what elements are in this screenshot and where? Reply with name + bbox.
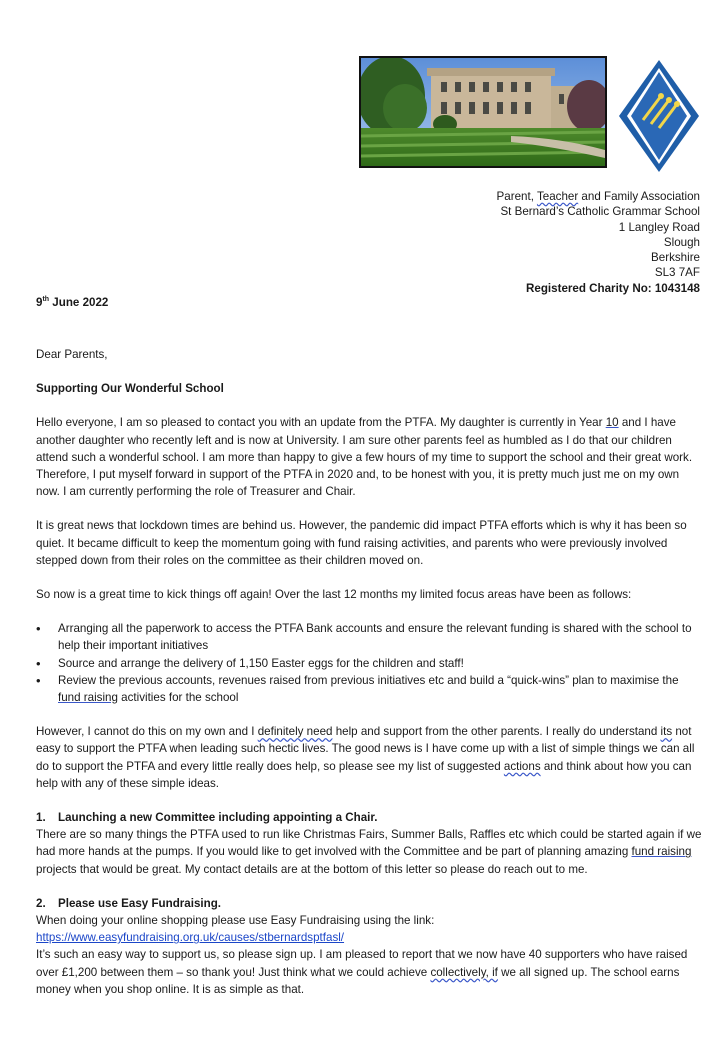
paragraph-help: However, I cannot do this on my own and I definitely need help and support from the other parents. I really do understand its not easy to support the PTFA when leading such hectic lives. The good news is I have come up with a list of simple things we can all do to support the PTFA and every little really does help, so please see my list of suggested actions and think about how you can help with any of these simple ideas.	[36, 725, 695, 790]
salutation: Dear Parents,	[36, 348, 108, 361]
address-line-5: Berkshire	[651, 251, 700, 265]
paragraph-lockdown: It is great news that lockdown times are behind us. However, the pandemic did impact PTFA efforts which is why it has been so quiet. It became difficult to keep the momentum going with fund raising activities, and parents who were previously involved stepped down from their roles on the committee as their children moved on.	[36, 519, 687, 567]
paragraph-intro: Hello everyone, I am so pleased to contact you with an update from the PTFA. My daughter is currently in Year 10 and I have another daughter who recently left and is now at University. I am sure other parents feel as humbled as I do that our children attend such a wonderful school. I am more than happy to give a few hours of my time to support the school and their great work. Therefore, I put myself forward in support of the PTFA in 2020 and, to be honest with you, it is pretty much just me on my own now. I am currently performing the role of Treasurer and Chair.	[36, 416, 693, 499]
list-item: • Review the previous accounts, revenues raised from previous initiatives etc and build a “quick-wins” plan to maximise the fund raising activities for the school	[36, 672, 704, 706]
focus-list	[36, 620, 704, 706]
school-photo	[359, 56, 607, 168]
list-item: • Arranging all the paperwork to access the PTFA Bank accounts and ensure the relevant funding is shared with the school to help their important initiatives	[36, 620, 704, 654]
address-line-6: SL3 7AF	[654, 266, 700, 280]
easyfundraising-link-line	[36, 929, 704, 946]
school-crest-logo	[617, 58, 701, 174]
section-2-intro: When doing your online shopping please use Easy Fundraising using the link:	[36, 914, 435, 928]
section-2-heading: 2. Please use Easy Fundraising.	[36, 896, 222, 910]
address-line-3: 1 Langley Road	[618, 220, 700, 234]
address-line-2: St Bernard’s Catholic Grammar School	[500, 205, 700, 219]
letter-body	[36, 346, 704, 998]
section-1-text: There are so many things the PTFA used to run like Christmas Fairs, Summer Balls, Raffles etc which could be started again if we had more hands at the pumps. If you would like to get involved with the Committee and be part of planning amazing fund raising projects that would be great. My contact details are at the bottom of this letter so please do reach out to me.	[36, 828, 702, 876]
address-line-4: Slough	[663, 235, 700, 249]
address-line-1: Parent, Teacher and Family Association	[496, 190, 700, 203]
paragraph-focus: So now is a great time to kick things off again! Over the last 12 months my limited focus areas have been as follows:	[36, 588, 632, 602]
section-1-heading: 1. Launching a new Committee including appointing a Chair.	[36, 811, 378, 825]
sender-address	[497, 189, 700, 296]
letter-date: 9th June 2022	[36, 296, 109, 309]
letter-title: Supporting Our Wonderful School	[36, 382, 224, 396]
list-item: • Source and arrange the delivery of 1,150 Easter eggs for the children and staff!	[36, 655, 704, 672]
easyfundraising-link[interactable]: https://www.easyfundraising.org.uk/causes/stbernardsptfasl/	[36, 931, 345, 945]
section-2-text: It’s such an easy way to support us, so please sign up. I am pleased to report that we now have 40 supporters who have raised over £1,200 between them – so thank you! Just think what we could achieve collectively, if we all signed up. The school earns money when you shop online. It is as simple as that.	[36, 948, 688, 996]
charity-number: Registered Charity No: 1043148	[526, 281, 700, 295]
